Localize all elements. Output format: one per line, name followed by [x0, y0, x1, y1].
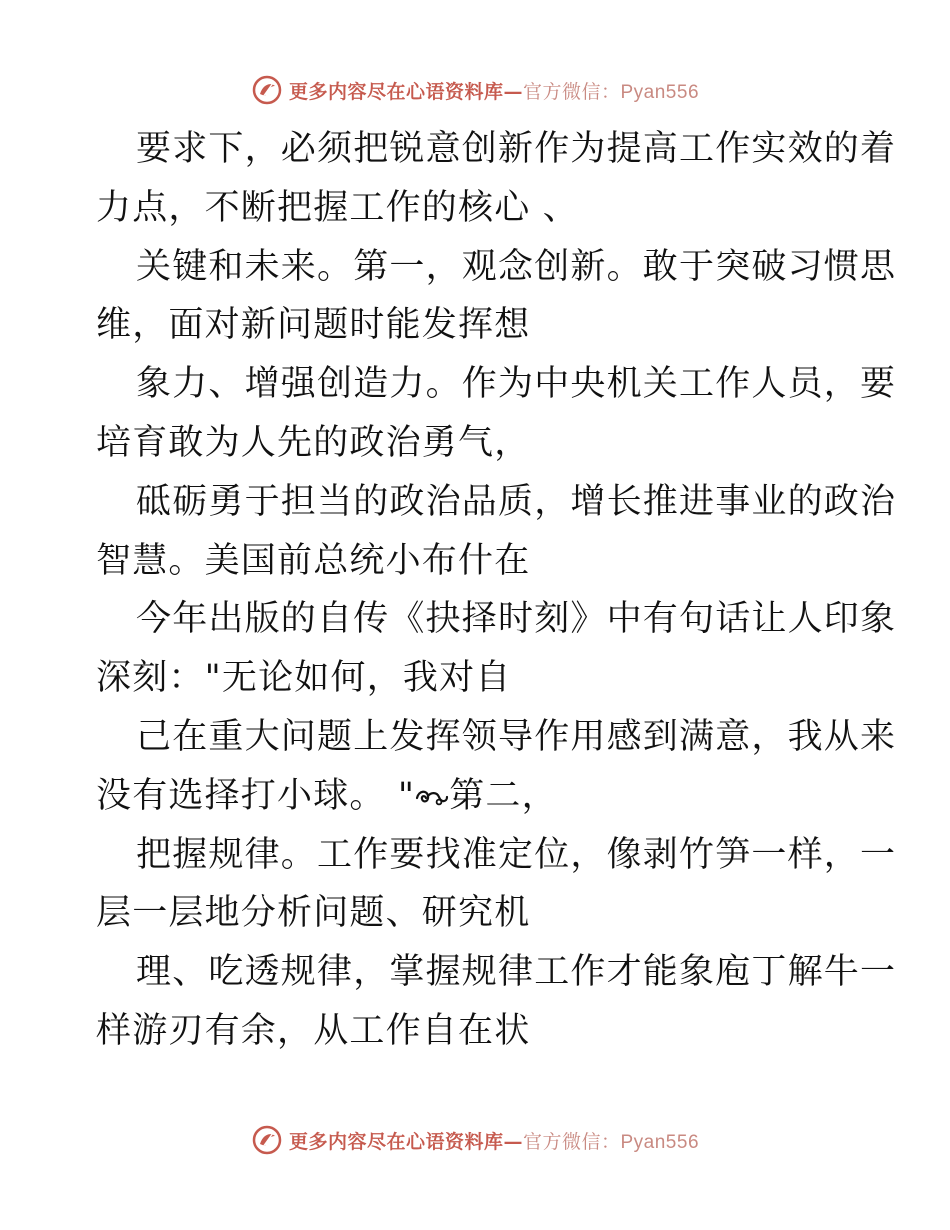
footer-wechat-id: Pyan556 — [620, 1131, 700, 1153]
header-banner-text — [289, 77, 699, 104]
text-line: 把握规律。工作要找准定位，像剥竹笋一样，一 — [136, 834, 897, 875]
document-body — [96, 120, 897, 1061]
text-line: 培育敢为人先的政治勇气， — [96, 422, 531, 463]
text-line: 关键和未来。第一，观念创新。敢于突破习惯思 — [136, 246, 897, 287]
text-line: 样游刃有余，从工作自在状 — [96, 1010, 531, 1051]
text-line: 要求下，必须把锐意创新作为提高工作实效的着 — [136, 129, 897, 169]
text-line: 智慧。美国前总统小布什在 — [96, 540, 531, 581]
text-line: 维，面对新问题时能发挥想 — [96, 305, 531, 346]
text-line-with-ornament — [96, 767, 856, 826]
header-banner — [0, 72, 950, 108]
text-segment: 没有选择打小球。 " — [96, 775, 416, 816]
header-slogan: 更多内容尽在心语资料库— — [288, 80, 523, 103]
text-line: 理、吃透规律，掌握规律工作才能象庖丁解牛一 — [136, 952, 897, 993]
text-line: 象力、增强创造力。作为中央机关工作人员，要 — [136, 364, 897, 405]
library-logo-icon — [251, 1124, 283, 1156]
scroll-ornament-icon — [415, 786, 449, 808]
header-wechat-label: 官方微信： — [522, 80, 621, 103]
library-logo-icon — [251, 74, 283, 106]
text-line: 砥砺勇于担当的政治品质，增长推进事业的政治 — [136, 481, 897, 522]
footer-banner — [0, 1122, 950, 1158]
footer-wechat-label: 官方微信： — [522, 1130, 621, 1153]
header-wechat-id: Pyan556 — [620, 81, 700, 103]
text-line: 己在重大问题上发挥领导作用感到满意，我从来 — [136, 716, 897, 757]
text-line: 深刻："无论如何，我对自 — [96, 658, 512, 699]
text-line: 层一层地分析问题、研究机 — [96, 893, 531, 934]
text-line: 力点，不断把握工作的核心 、 — [96, 187, 579, 228]
footer-slogan: 更多内容尽在心语资料库— — [288, 1130, 523, 1153]
footer-banner-text — [289, 1127, 699, 1154]
text-segment: 第二， — [449, 775, 558, 816]
text-line: 今年出版的自传《抉择时刻》中有句话让人印象 — [136, 599, 897, 640]
